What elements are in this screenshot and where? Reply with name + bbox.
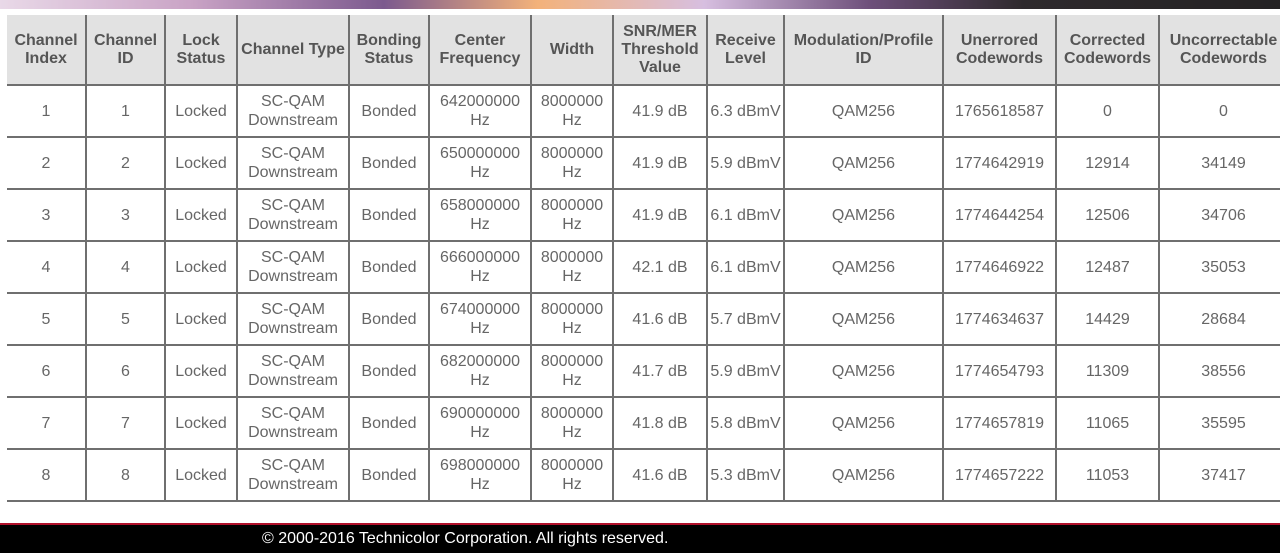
cell-channel-index: 6 — [7, 346, 85, 396]
header-modulation-profile-id: Modulation/Profile ID — [785, 15, 942, 84]
cell-channel-index: 2 — [7, 138, 85, 188]
cell-channel-id: 5 — [87, 294, 164, 344]
cell-channel-type: SC-QAM Downstream — [238, 294, 348, 344]
cell-uncorrectable: 0 — [1160, 86, 1280, 136]
table-row — [7, 450, 1280, 500]
header-lock-status: Lock Status — [166, 15, 236, 84]
header-width: Width — [532, 15, 612, 84]
cell-modulation: QAM256 — [785, 190, 942, 240]
cell-modulation: QAM256 — [785, 138, 942, 188]
cell-uncorrectable: 34149 — [1160, 138, 1280, 188]
cell-center-frequency: 666000000 Hz — [430, 242, 530, 292]
cell-corrected: 11053 — [1057, 450, 1158, 500]
cell-unerrored: 1774644254 — [944, 190, 1055, 240]
copyright-text: © 2000-2016 Technicolor Corporation. All rights reserved. — [262, 530, 669, 547]
cell-width: 8000000 Hz — [532, 190, 612, 240]
cell-width: 8000000 Hz — [532, 398, 612, 448]
table-row — [7, 138, 1280, 188]
cell-channel-id: 6 — [87, 346, 164, 396]
downstream-channel-table-container — [7, 15, 1280, 519]
cell-lock-status: Locked — [166, 242, 236, 292]
cell-width: 8000000 Hz — [532, 450, 612, 500]
cell-bonding-status: Bonded — [350, 450, 428, 500]
cell-channel-index: 4 — [7, 242, 85, 292]
cell-unerrored: 1774654793 — [944, 346, 1055, 396]
cell-bonding-status: Bonded — [350, 86, 428, 136]
header-snr-mer-threshold: SNR/MER Threshold Value — [614, 15, 706, 84]
cell-uncorrectable: 35053 — [1160, 242, 1280, 292]
cell-snr-mer: 41.9 dB — [614, 138, 706, 188]
cell-width: 8000000 Hz — [532, 242, 612, 292]
cell-channel-id: 1 — [87, 86, 164, 136]
cell-modulation: QAM256 — [785, 294, 942, 344]
cell-receive-level: 5.3 dBmV — [708, 450, 783, 500]
top-banner-strip — [0, 0, 1280, 9]
cell-channel-id: 8 — [87, 450, 164, 500]
cell-corrected: 12914 — [1057, 138, 1158, 188]
cell-snr-mer: 41.9 dB — [614, 86, 706, 136]
table-row — [7, 86, 1280, 136]
cell-modulation: QAM256 — [785, 346, 942, 396]
cell-center-frequency: 674000000 Hz — [430, 294, 530, 344]
cell-corrected: 12506 — [1057, 190, 1158, 240]
cell-snr-mer: 41.6 dB — [614, 294, 706, 344]
cell-snr-mer: 42.1 dB — [614, 242, 706, 292]
header-bonding-status: Bonding Status — [350, 15, 428, 84]
cell-modulation: QAM256 — [785, 398, 942, 448]
cell-channel-type: SC-QAM Downstream — [238, 398, 348, 448]
cell-width: 8000000 Hz — [532, 138, 612, 188]
cell-unerrored: 1774657819 — [944, 398, 1055, 448]
cell-bonding-status: Bonded — [350, 346, 428, 396]
cell-center-frequency: 682000000 Hz — [430, 346, 530, 396]
table-row — [7, 346, 1280, 396]
cell-channel-id: 7 — [87, 398, 164, 448]
page-footer — [0, 523, 1280, 553]
cell-channel-type: SC-QAM Downstream — [238, 450, 348, 500]
cell-lock-status: Locked — [166, 346, 236, 396]
cell-corrected: 11309 — [1057, 346, 1158, 396]
cell-receive-level: 5.8 dBmV — [708, 398, 783, 448]
cell-uncorrectable: 35595 — [1160, 398, 1280, 448]
cell-channel-type: SC-QAM Downstream — [238, 242, 348, 292]
header-center-frequency: Center Frequency — [430, 15, 530, 84]
table-row — [7, 190, 1280, 240]
cell-channel-index: 7 — [7, 398, 85, 448]
header-unerrored-codewords: Unerrored Codewords — [944, 15, 1055, 84]
cell-channel-index: 3 — [7, 190, 85, 240]
cell-unerrored: 1774646922 — [944, 242, 1055, 292]
cell-lock-status: Locked — [166, 294, 236, 344]
cell-receive-level: 5.9 dBmV — [708, 346, 783, 396]
cell-receive-level: 6.1 dBmV — [708, 190, 783, 240]
table-row — [7, 242, 1280, 292]
header-corrected-codewords: Corrected Codewords — [1057, 15, 1158, 84]
header-channel-type: Channel Type — [238, 15, 348, 84]
cell-bonding-status: Bonded — [350, 294, 428, 344]
cell-corrected: 12487 — [1057, 242, 1158, 292]
cell-bonding-status: Bonded — [350, 138, 428, 188]
cell-channel-id: 3 — [87, 190, 164, 240]
cell-corrected: 0 — [1057, 86, 1158, 136]
cell-lock-status: Locked — [166, 190, 236, 240]
cell-receive-level: 5.7 dBmV — [708, 294, 783, 344]
cell-unerrored: 1774634637 — [944, 294, 1055, 344]
table-row — [7, 294, 1280, 344]
header-uncorrectable-codewords: Uncorrectable Codewords — [1160, 15, 1280, 84]
cell-channel-index: 1 — [7, 86, 85, 136]
cell-receive-level: 5.9 dBmV — [708, 138, 783, 188]
cell-center-frequency: 642000000 Hz — [430, 86, 530, 136]
cell-width: 8000000 Hz — [532, 86, 612, 136]
cell-uncorrectable: 34706 — [1160, 190, 1280, 240]
cell-snr-mer: 41.9 dB — [614, 190, 706, 240]
cell-lock-status: Locked — [166, 450, 236, 500]
cell-bonding-status: Bonded — [350, 242, 428, 292]
cell-channel-type: SC-QAM Downstream — [238, 190, 348, 240]
header-channel-index: Channel Index — [7, 15, 85, 84]
cell-width: 8000000 Hz — [532, 346, 612, 396]
cell-center-frequency: 698000000 Hz — [430, 450, 530, 500]
cell-snr-mer: 41.8 dB — [614, 398, 706, 448]
cell-snr-mer: 41.6 dB — [614, 450, 706, 500]
cell-receive-level: 6.1 dBmV — [708, 242, 783, 292]
cell-snr-mer: 41.7 dB — [614, 346, 706, 396]
downstream-channel-table — [7, 15, 1280, 502]
cell-modulation: QAM256 — [785, 86, 942, 136]
cell-center-frequency: 650000000 Hz — [430, 138, 530, 188]
cell-lock-status: Locked — [166, 138, 236, 188]
cell-lock-status: Locked — [166, 398, 236, 448]
cell-corrected: 11065 — [1057, 398, 1158, 448]
cell-bonding-status: Bonded — [350, 398, 428, 448]
cell-lock-status: Locked — [166, 86, 236, 136]
cell-unerrored: 1774657222 — [944, 450, 1055, 500]
cell-uncorrectable: 37417 — [1160, 450, 1280, 500]
cell-unerrored: 1774642919 — [944, 138, 1055, 188]
cell-bonding-status: Bonded — [350, 190, 428, 240]
cell-uncorrectable: 28684 — [1160, 294, 1280, 344]
cell-channel-type: SC-QAM Downstream — [238, 86, 348, 136]
cell-unerrored: 1765618587 — [944, 86, 1055, 136]
cell-center-frequency: 658000000 Hz — [430, 190, 530, 240]
cell-receive-level: 6.3 dBmV — [708, 86, 783, 136]
cell-modulation: QAM256 — [785, 242, 942, 292]
cell-channel-type: SC-QAM Downstream — [238, 346, 348, 396]
header-channel-id: Channel ID — [87, 15, 164, 84]
table-header-row — [7, 15, 1280, 84]
cell-channel-type: SC-QAM Downstream — [238, 138, 348, 188]
cell-channel-index: 5 — [7, 294, 85, 344]
cell-channel-index: 8 — [7, 450, 85, 500]
cell-center-frequency: 690000000 Hz — [430, 398, 530, 448]
cell-uncorrectable: 38556 — [1160, 346, 1280, 396]
table-row — [7, 398, 1280, 448]
cell-channel-id: 2 — [87, 138, 164, 188]
cell-width: 8000000 Hz — [532, 294, 612, 344]
header-receive-level: Receive Level — [708, 15, 783, 84]
cell-channel-id: 4 — [87, 242, 164, 292]
cell-modulation: QAM256 — [785, 450, 942, 500]
cell-corrected: 14429 — [1057, 294, 1158, 344]
